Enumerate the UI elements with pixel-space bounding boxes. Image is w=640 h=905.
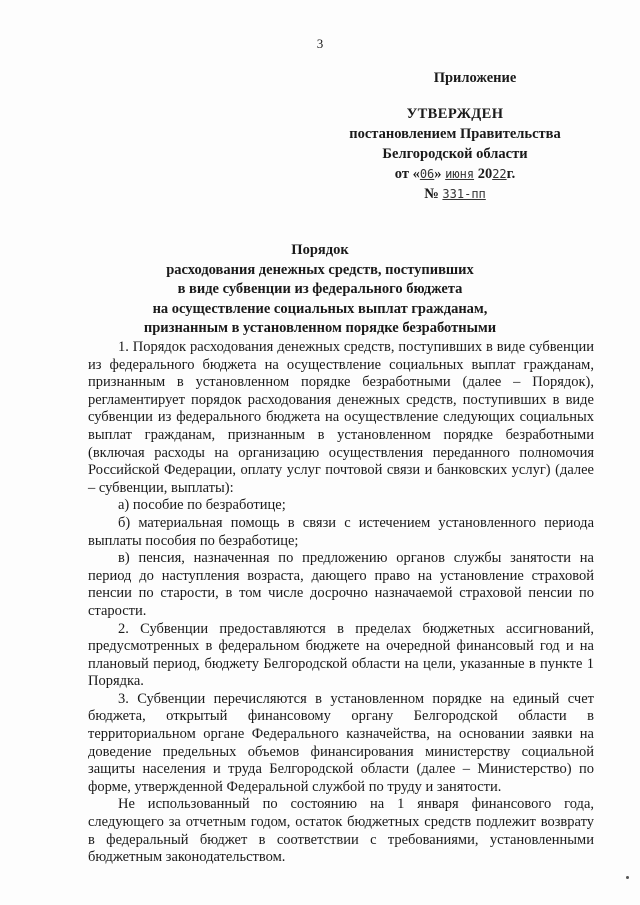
approval-line-resolution: постановлением Правительства [349,126,561,142]
paragraph-1c: в) пенсия, назначенная по предложению органов службы занятости на период до наступления возраста, дающего право на установление страховой пенсии по старости, в том числе досрочно назначаемой страховой пенсии по старости. [88,550,594,619]
title-line-3: в виде субвенции из федерального бюджета [177,281,463,298]
paragraph-1a: а) пособие по безработице; [118,497,286,514]
approved-label: УТВЕРЖДЕН [406,106,504,122]
number-label: № [424,186,443,202]
approval-stamp [340,64,570,204]
number-value: 331-пп [442,187,486,201]
date-mid: » [434,166,446,182]
paragraph-2: 2. Субвенции предоставляются в пределах бюджетных ассигнований, предусмотренных в федеральном бюджете на очередной финансовый год и на плановый период, бюджету Белгородской области на цели, указанные в пункте 1 Порядка. [88,620,594,690]
approval-number [340,184,570,204]
approval-date [340,164,570,184]
document-body [88,339,594,867]
date-prefix: от « [394,166,420,182]
page-number: 3 [316,36,324,51]
paragraph-1: 1. Порядок расходования денежных средств, поступивших в виде субвенции из федерального бюджета на осуществление социальных выплат гражданам, признанным в установленном порядке безработными (далее – Порядок), регламентирует порядок расходования денежных средств, поступивших в виде субвенции из федерального бюджета на осуществление следующих социальных выплат гражданам, признанным в установленном порядке безработными (включая расходы на организацию осуществления переданного полномочия Российской Федерации, оплату услуг почтовой связи и банковских услуг) (далее – субвенции, выплаты): [88,339,594,496]
title-line-2: расходования денежных средств, поступивших [166,261,474,278]
date-end: г. [506,166,516,182]
paragraph-1b: б) материальная помощь в связи с истечением установленного периода выплаты пособия по безработице; [88,514,594,549]
date-year-suffix: 22 [492,167,507,181]
paragraph-3b: Не использованный по состоянию на 1 января финансового года, следующего за отчетным годом, остаток бюджетных средств подлежит возврату в федеральный бюджет в соответствии с требованиями, установленными бюджетным законодательством. [88,796,594,866]
date-day: 06 [419,167,435,181]
date-year-prefix: 20 [474,166,493,182]
title-line-5: признанным в установленном порядке безработными [143,320,497,337]
appendix-label: Приложение [433,70,517,86]
approval-line-region: Белгородской области [382,146,528,162]
scan-dot [626,876,629,879]
title-line-1: Порядок [291,242,349,258]
title-line-4: на осуществление социальных выплат гражданам, [152,300,488,317]
date-month: июня [445,167,475,181]
document-title [120,241,520,339]
paragraph-3: 3. Субвенции перечисляются в установленном порядке на единый счет бюджета, открытый финансовому органу Белгородской области в территориальном органе Федерального казначейства, на основании заявки на доведение предельных объемов финансирования министерству социальной защиты населения и труда Белгородской области (далее – Министерство) по форме, утвержденной Федеральной службой по труду и занятости. [88,690,594,795]
